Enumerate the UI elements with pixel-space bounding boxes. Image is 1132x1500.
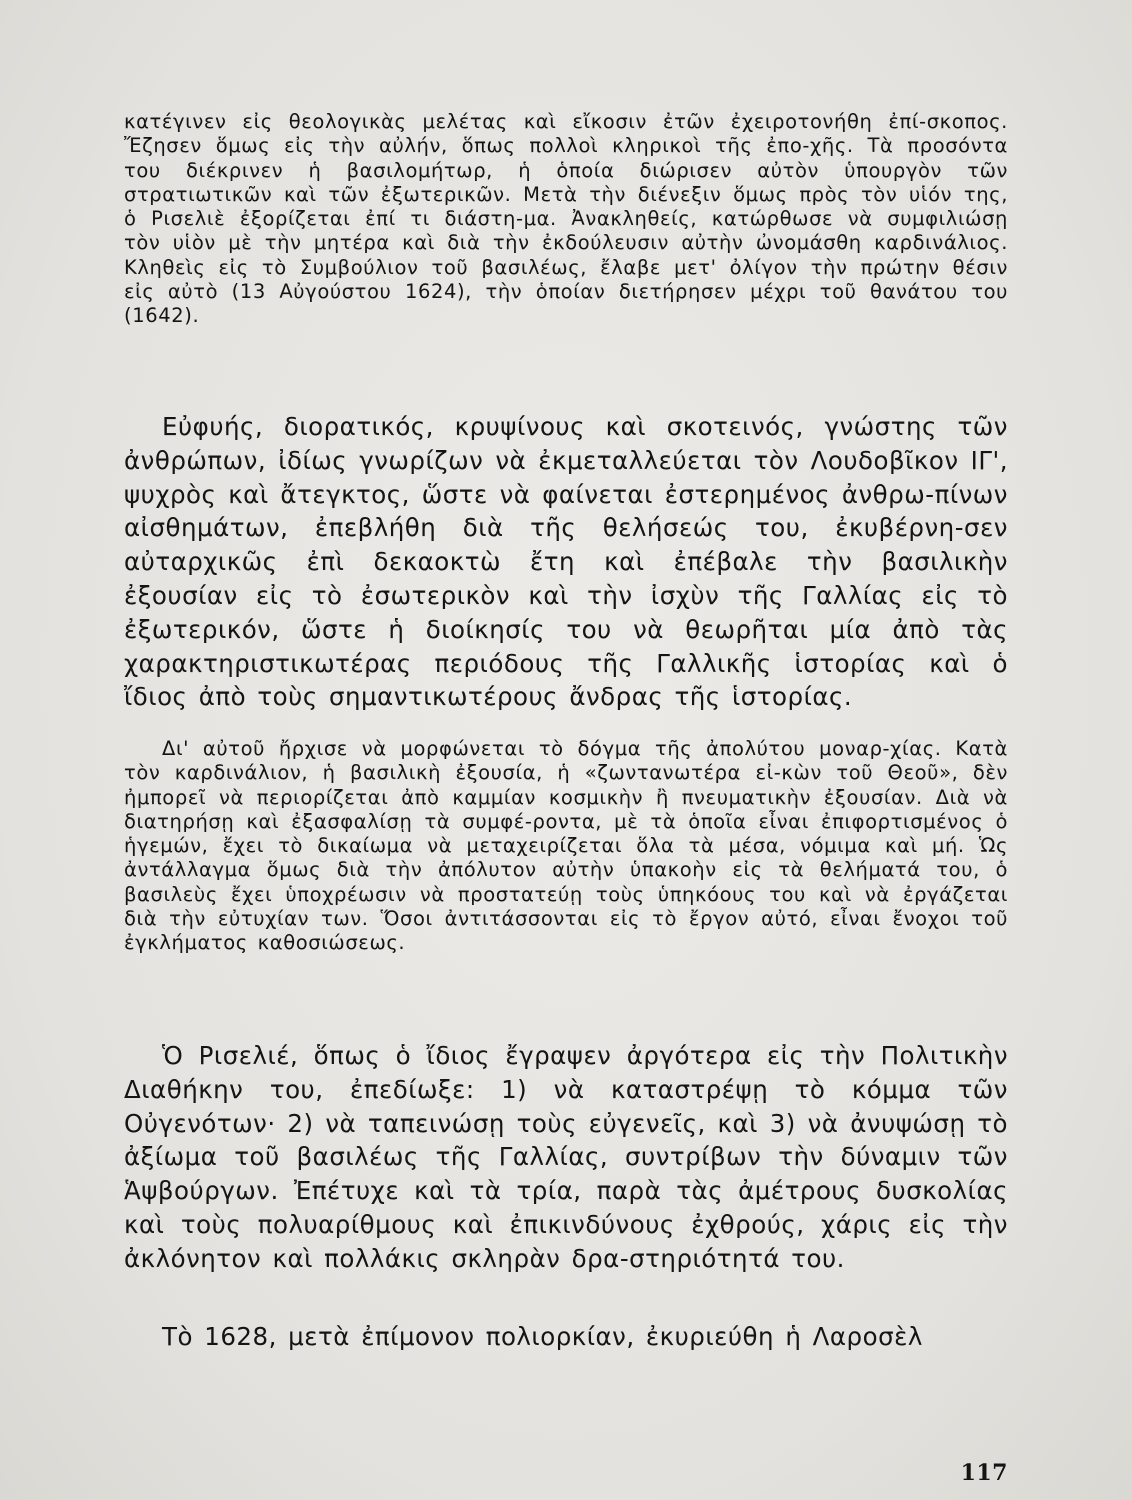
- paragraph-la-rochelle: Τὸ 1628, μετὰ ἐπίμονον πολιορκίαν, ἐκυριεύθη ἡ Λαροσὲλ: [162, 1322, 923, 1351]
- paragraph-absolute-monarchy: Δι' αὐτοῦ ἤρχισε νὰ μορφώνεται τὸ δόγμα τῆς ἀπολύτου μοναρ-χίας. Κατὰ τὸν καρδινάλιον, ἡ βασιλικὴ ἐξουσία, ἡ «ζωντανωτέρα εἰ-κὼν τοῦ Θεοῦ», δὲν ἠμπορεῖ νὰ περιορίζεται ἀπὸ καμμίαν κοσμικὴν ἢ πνευματικὴν ἐξουσίαν. Διὰ νὰ διατηρήσῃ καὶ ἐξασφαλίσῃ τὰ συμφέ-ροντα, μὲ τὰ ὁποῖα εἶναι ἐπιφορτισμένος ὁ ἡγεμών, ἔχει τὸ δικαίωμα νὰ μεταχειρίζεται ὅλα τὰ μέσα, νόμιμα καὶ μή. Ὡς ἀντάλλαγμα ὅμως διὰ τὴν ἀπόλυτον αὐτὴν ὑπακοὴν εἰς τὰ θελήματά του, ὁ βασιλεὺς ἔχει ὑποχρέωσιν νὰ προστατεύῃ τοὺς ὑπηκόους του καὶ νὰ ἐργάζεται διὰ τὴν εὐτυχίαν των. Ὅσοι ἀντιτάσσονται εἰς τὸ ἔργον αὐτό, εἶναι ἔνοχοι τοῦ ἐγκλήματος καθοσιώσεως.: [124, 737, 1008, 955]
- paragraph-biography: κατέγινεν εἰς θεολογικὰς μελέτας καὶ εἴκοσιν ἐτῶν ἐχειροτονήθη ἐπί-σκοπος. Ἔζησεν ὅμως εἰς τὴν αὐλήν, ὅπως πολλοὶ κληρικοὶ τῆς ἐπο-χῆς. Τὰ προσόντα του διέκρινεν ἡ βασιλομήτωρ, ἡ ὁποία διώρισεν αὐτὸν ὑπουργὸν τῶν στρατιωτικῶν καὶ τῶν ἐξωτερικῶν. Μετὰ τὴν διένεξιν ὅμως πρὸς τὸν υἱόν της, ὁ Ρισελιὲ ἐξορίζεται ἐπί τι διάστη-μα. Ἀνακληθείς, κατώρθωσε νὰ συμφιλιώσῃ τὸν υἱὸν μὲ τὴν μητέρα καὶ διὰ τὴν ἐκδούλευσιν αὐτὴν ὠνομάσθη καρδινάλιος. Κληθεὶς εἰς τὸ Συμβούλιον τοῦ βασιλέως, ἔλαβε μετ' ὀλίγον τὴν πρώτην θέσιν εἰς αὐτὸ (13 Αὐγούστου 1624), τὴν ὁποίαν διετήρησεν μέχρι τοῦ θανάτου του (1642).: [124, 110, 1008, 328]
- page-number: 117: [960, 1460, 1008, 1486]
- paragraph-character: Εὐφυής, διορατικός, κρυψίνους καὶ σκοτεινός, γνώστης τῶν ἀνθρώπων, ἰδίως γνωρίζων νὰ ἐκμεταλλεύεται τὸν Λουδοβῖκον ΙΓ', ψυχρὸς καὶ ἄτεγκτος, ὥστε νὰ φαίνεται ἐστερημένος ἀνθρω-πίνων αἰσθημάτων, ἐπεβλήθη διὰ τῆς θελήσεώς του, ἐκυβέρνη-σεν αὐταρχικῶς ἐπὶ δεκαοκτὼ ἔτη καὶ ἐπέβαλε τὴν βασιλικὴν ἐξουσίαν εἰς τὸ ἐσωτερικὸν καὶ τὴν ἰσχὺν τῆς Γαλλίας εἰς τὸ ἐξωτερικόν, ὥστε ἡ διοίκησίς του νὰ θεωρῆται μία ἀπὸ τὰς χαρακτηριστικωτέρας περιόδους τῆς Γαλλικῆς ἱστορίας καὶ ὁ ἴδιος ἀπὸ τοὺς σημαντικωτέρους ἄνδρας τῆς ἱστορίας.: [124, 412, 1008, 712]
- paragraph-political-testament: Ὁ Ρισελιέ, ὅπως ὁ ἴδιος ἔγραψεν ἀργότερα εἰς τὴν Πολιτικὴν Διαθήκην του, ἐπεδίωξε: 1) νὰ καταστρέψῃ τὸ κόμμα τῶν Οὐγενότων· 2) νὰ ταπεινώσῃ τοὺς εὐγενεῖς, καὶ 3) νὰ ἀνυψώσῃ τὸ ἀξίωμα τοῦ βασιλέως τῆς Γαλλίας, συντρίβων τὴν δύναμιν τῶν Ἁψβούργων. Ἐπέτυχε καὶ τὰ τρία, παρὰ τὰς ἀμέτρους δυσκολίας καὶ τοὺς πολυαρίθμους καὶ ἐπικινδύνους ἐχθρούς, χάρις εἰς τὴν ἀκλόνητον καὶ πολλάκις σκληρὰν δρα-στηριότητά του.: [124, 1041, 1008, 1273]
